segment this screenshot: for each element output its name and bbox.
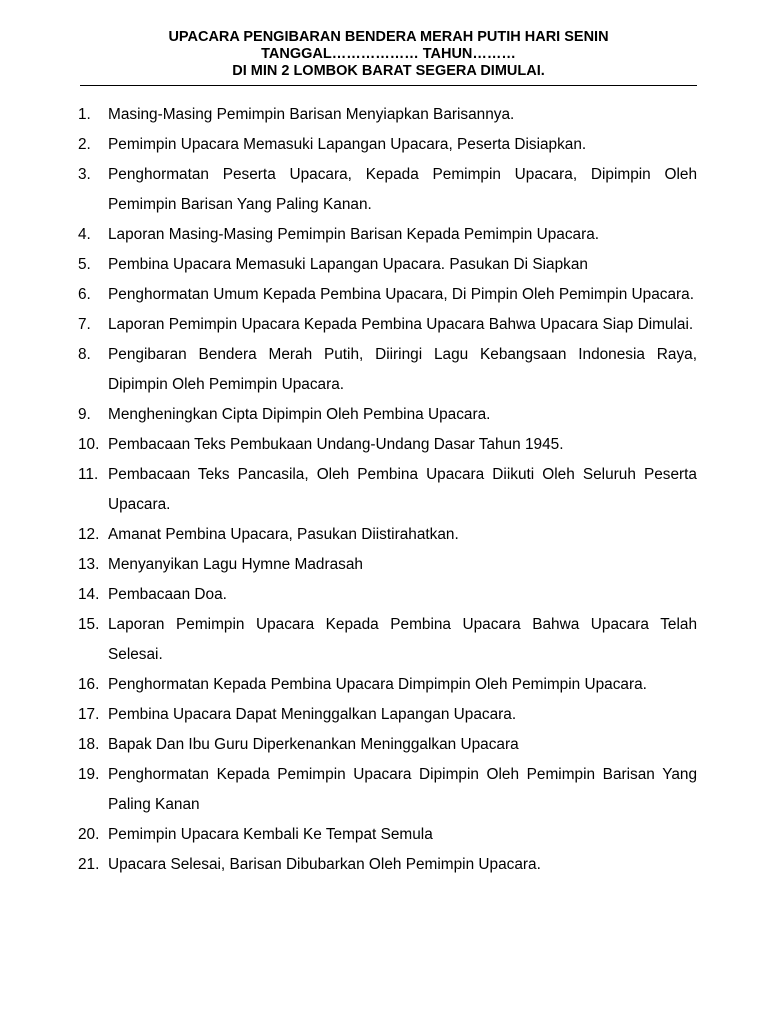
step-number: 6. xyxy=(78,286,91,303)
document-header xyxy=(80,29,697,80)
list-item xyxy=(78,250,697,280)
list-item xyxy=(78,130,697,160)
step-number: 11. xyxy=(78,466,99,483)
list-item xyxy=(78,730,697,760)
step-number: 10. xyxy=(78,436,100,453)
step-number: 16. xyxy=(78,676,100,693)
list-item xyxy=(78,820,697,850)
step-number: 8. xyxy=(78,346,91,363)
step-number: 12. xyxy=(78,526,100,543)
list-item xyxy=(78,100,697,130)
list-item xyxy=(78,700,697,730)
step-number: 21. xyxy=(78,856,100,873)
step-number: 9. xyxy=(78,406,91,423)
step-text: Pemimpin Upacara Memasuki Lapangan Upacara, Peserta Disiapkan. xyxy=(108,136,587,153)
list-item xyxy=(78,160,697,220)
step-number: 17. xyxy=(78,706,100,723)
step-number: 7. xyxy=(78,316,91,333)
step-number: 13. xyxy=(78,556,100,573)
step-text: Laporan Pemimpin Upacara Kepada Pembina Upacara Bahwa Upacara Telah Selesai. xyxy=(108,616,697,663)
list-item xyxy=(78,760,697,820)
step-text: Upacara Selesai, Barisan Dibubarkan Oleh Pemimpin Upacara. xyxy=(108,856,541,873)
step-text: Penghormatan Kepada Pembina Upacara Dimpimpin Oleh Pemimpin Upacara. xyxy=(108,676,647,693)
step-text: Amanat Pembina Upacara, Pasukan Diistirahatkan. xyxy=(108,526,459,543)
step-number: 14. xyxy=(78,586,100,603)
step-number: 1. xyxy=(78,106,91,123)
list-item xyxy=(78,850,697,880)
step-number: 18. xyxy=(78,736,100,753)
step-number: 19. xyxy=(78,766,100,783)
list-item xyxy=(78,550,697,580)
list-item xyxy=(78,460,697,520)
step-text: Menyanyikan Lagu Hymne Madrasah xyxy=(108,556,363,573)
step-number: 5. xyxy=(78,256,91,273)
step-number: 20. xyxy=(78,826,100,843)
step-number: 4. xyxy=(78,226,91,243)
step-text: Masing-Masing Pemimpin Barisan Menyiapkan Barisannya. xyxy=(108,106,515,123)
step-number: 3. xyxy=(78,166,91,183)
list-item xyxy=(78,220,697,250)
step-text: Mengheningkan Cipta Dipimpin Oleh Pembina Upacara. xyxy=(108,406,491,423)
list-item xyxy=(78,430,697,460)
list-item xyxy=(78,610,697,670)
step-text: Pembina Upacara Dapat Meninggalkan Lapangan Upacara. xyxy=(108,706,517,723)
list-item xyxy=(78,580,697,610)
list-item xyxy=(78,670,697,700)
header-title-line: UPACARA PENGIBARAN BENDERA MERAH PUTIH HARI SENIN xyxy=(168,29,609,45)
list-item xyxy=(78,520,697,550)
step-number: 2. xyxy=(78,136,91,153)
list-item xyxy=(78,340,697,400)
step-text: Laporan Masing-Masing Pemimpin Barisan Kepada Pemimpin Upacara. xyxy=(108,226,600,243)
step-number: 15. xyxy=(78,616,100,633)
list-item xyxy=(78,400,697,430)
step-text: Laporan Pemimpin Upacara Kepada Pembina Upacara Bahwa Upacara Siap Dimulai. xyxy=(108,316,694,333)
list-item xyxy=(78,310,697,340)
step-text: Pembina Upacara Memasuki Lapangan Upacara. Pasukan Di Siapkan xyxy=(108,256,588,273)
step-text: Pengibaran Bendera Merah Putih, Diiringi Lagu Kebangsaan Indonesia Raya, Dipimpin Oleh Pemimpin Upacara. xyxy=(108,346,697,393)
step-text: Bapak Dan Ibu Guru Diperkenankan Meninggalkan Upacara xyxy=(108,736,519,753)
step-text: Pembacaan Doa. xyxy=(108,586,227,603)
list-item xyxy=(78,280,697,310)
header-location-line: DI MIN 2 LOMBOK BARAT SEGERA DIMULAI. xyxy=(232,63,545,79)
header-date-line: TANGGAL……………… TAHUN……… xyxy=(261,46,516,62)
step-text: Pembacaan Teks Pembukaan Undang-Undang Dasar Tahun 1945. xyxy=(108,436,564,453)
header-divider xyxy=(80,85,697,86)
ceremony-steps-list xyxy=(78,100,697,880)
step-text: Penghormatan Umum Kepada Pembina Upacara, Di Pimpin Oleh Pemimpin Upacara. xyxy=(108,286,694,303)
step-text: Pembacaan Teks Pancasila, Oleh Pembina Upacara Diikuti Oleh Seluruh Peserta Upacara. xyxy=(108,466,697,513)
step-text: Penghormatan Peserta Upacara, Kepada Pemimpin Upacara, Dipimpin Oleh Pemimpin Barisan Yang Paling Kanan. xyxy=(108,166,697,213)
step-text: Penghormatan Kepada Pemimpin Upacara Dipimpin Oleh Pemimpin Barisan Yang Paling Kanan xyxy=(108,766,697,813)
step-text: Pemimpin Upacara Kembali Ke Tempat Semula xyxy=(108,826,433,843)
